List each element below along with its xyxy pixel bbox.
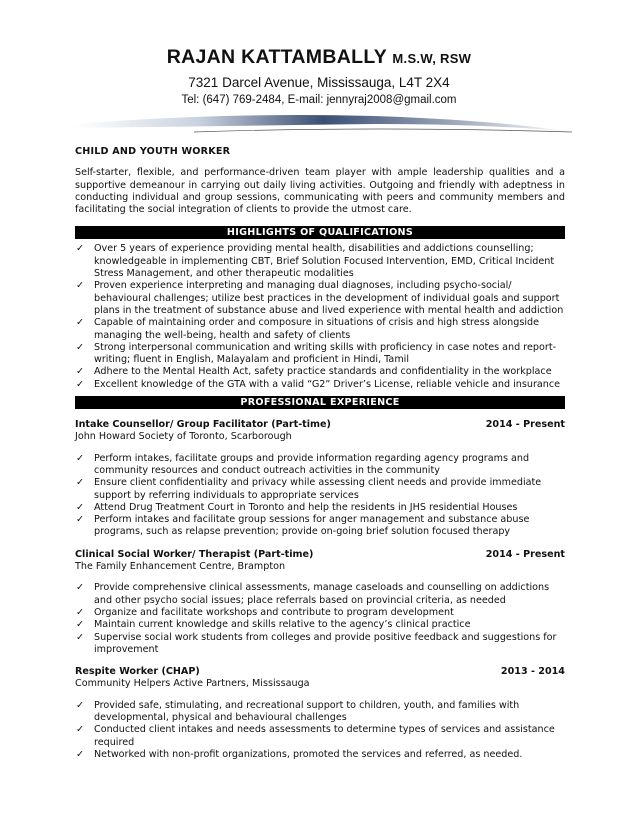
job-title: Intake Counsellor/ Group Facilitator (Part-time)	[75, 419, 331, 431]
list-item: ✓ Provide comprehensive clinical assessments, manage caseloads and counselling on addictions and other psycho social issues; place referrals based on provincial criteria, as needed	[76, 582, 550, 606]
checkmark-icon: ✓	[76, 699, 85, 711]
job-dates: 2014 - Present	[485, 419, 565, 431]
list-item: ✓ Adhere to the Mental Health Act, safety practice standards and confidentiality in the workplace	[76, 366, 552, 378]
list-item: ✓ Proven experience interpreting and managing dual diagnoses, including psycho-social/ behavioural challenges; utilize best practices in the development of individual goals and support plans in the treatment of substance abuse and lived experience with mental health and addiction	[76, 280, 564, 316]
list-item: ✓ Strong interpersonal communication and writing skills with proficiency in case notes and report-writing; fluent in English, Malayalam and proficient in Hindi, Tamil	[76, 341, 557, 366]
checkmark-icon: ✓	[76, 619, 85, 631]
checkmark-icon: ✓	[76, 280, 85, 292]
checkmark-icon: ✓	[76, 452, 85, 464]
job-title: Clinical Social Worker/ Therapist (Part-time)	[75, 548, 314, 560]
list-item: ✓ Provided safe, stimulating, and recreational support to children, youth, and families with developmental, physical and behavioural challenges	[76, 699, 520, 723]
highlights-section-bar: HIGHLIGHTS OF QUALIFICATIONS	[75, 226, 565, 239]
job-organization: Community Helpers Active Partners, Mississauga	[75, 678, 310, 690]
list-item: ✓ Supervise social work students from colleges and provide positive feedback and suggestions for improvement	[76, 631, 557, 655]
job-header	[75, 549, 565, 561]
header-swoosh-divider	[74, 112, 572, 134]
job-dates: 2013 - 2014	[500, 666, 565, 678]
checkmark-icon: ✓	[76, 514, 85, 526]
experience-section-bar: PROFESSIONAL EXPERIENCE	[75, 396, 565, 409]
contact-line: Tel: (647) 769-2484, E-mail: jennyraj2008@gmail.com	[181, 94, 457, 106]
credentials: M.S.W, RSW	[392, 51, 472, 66]
profile-summary: Self-starter, flexible, and performance-driven team player with ample leadership qualities and a supportive demeanour in carrying out daily living activities. Outgoing and friendly with adeptness in conducting individual and group sessions, communicating with peers and community members and facilitating the social integration of clients to provide the utmost care.	[75, 167, 565, 216]
job-header	[75, 666, 565, 678]
list-item: ✓ Attend Drug Treatment Court in Toronto and help the residents in JHS residential Houses	[76, 501, 518, 513]
checkmark-icon: ✓	[76, 317, 85, 329]
job-entry	[75, 419, 565, 539]
job-dates: 2014 - Present	[485, 548, 565, 560]
checkmark-icon: ✓	[76, 366, 85, 378]
candidate-name	[0, 46, 638, 69]
checkmark-icon: ✓	[76, 724, 85, 736]
job-duties-list	[75, 453, 565, 539]
list-item: ✓ Ensure client confidentiality and privacy while assessing client needs and provide immediate support by referring individuals to appropriate services	[76, 477, 542, 501]
list-item: ✓ Perform intakes, facilitate groups and provide information regarding agency programs and community resources and conduct outreach activities in the community	[76, 452, 530, 476]
job-organization: John Howard Society of Toronto, Scarborough	[75, 431, 292, 443]
job-header	[75, 419, 565, 431]
list-item: ✓ Capable of maintaining order and composure in situations of crisis and high stress alongside managing the well-being, health and safety of clients	[76, 317, 539, 341]
list-item: ✓ Maintain current knowledge and skills relative to the agency’s clinical practice	[76, 619, 471, 631]
list-item: ✓ Conducted client intakes and needs assessments to determine types of services and assistance required	[76, 724, 555, 748]
resume-header	[0, 46, 638, 106]
job-organization: The Family Enhancement Centre, Brampton	[75, 561, 286, 573]
address: 7321 Darcel Avenue, Mississauga, L4T 2X4	[188, 75, 450, 90]
checkmark-icon: ✓	[76, 501, 85, 513]
job-duties-list	[75, 582, 565, 656]
highlights-list	[75, 243, 565, 391]
list-item: ✓ Organize and facilitate workshops and contribute to program development	[76, 606, 454, 618]
checkmark-icon: ✓	[76, 582, 85, 594]
list-item: ✓ Perform intakes and facilitate group sessions for anger management and substance abuse programs, such as relapse prevention; provide on-going brief solution focused therapy	[76, 514, 530, 538]
checkmark-icon: ✓	[76, 243, 85, 255]
list-item: ✓ Over 5 years of experience providing mental health, disabilities and addictions counselling; knowledgeable in implementing CBT, Brief Solution Focused Intervention, EMD, Critical Incident Stress Management, and other therapeutic modalities	[76, 243, 555, 280]
job-title: Respite Worker (CHAP)	[75, 666, 200, 678]
job-entry	[75, 666, 565, 761]
checkmark-icon: ✓	[76, 378, 85, 390]
objective-title: CHILD AND YOUTH WORKER	[75, 146, 231, 157]
resume-body	[75, 146, 565, 761]
job-duties-list	[75, 700, 565, 761]
job-entry	[75, 549, 565, 656]
checkmark-icon: ✓	[76, 748, 85, 760]
checkmark-icon: ✓	[76, 341, 85, 353]
list-item: ✓ Networked with non-profit organizations, promoted the services and referred, as needed.	[76, 748, 523, 760]
name-text: RAJAN KATTAMBALLY	[166, 46, 387, 68]
checkmark-icon: ✓	[76, 631, 85, 643]
list-item: ✓ Excellent knowledge of the GTA with a valid “G2” Driver’s License, reliable vehicle and insurance	[76, 378, 561, 390]
checkmark-icon: ✓	[76, 477, 85, 489]
checkmark-icon: ✓	[76, 606, 85, 618]
